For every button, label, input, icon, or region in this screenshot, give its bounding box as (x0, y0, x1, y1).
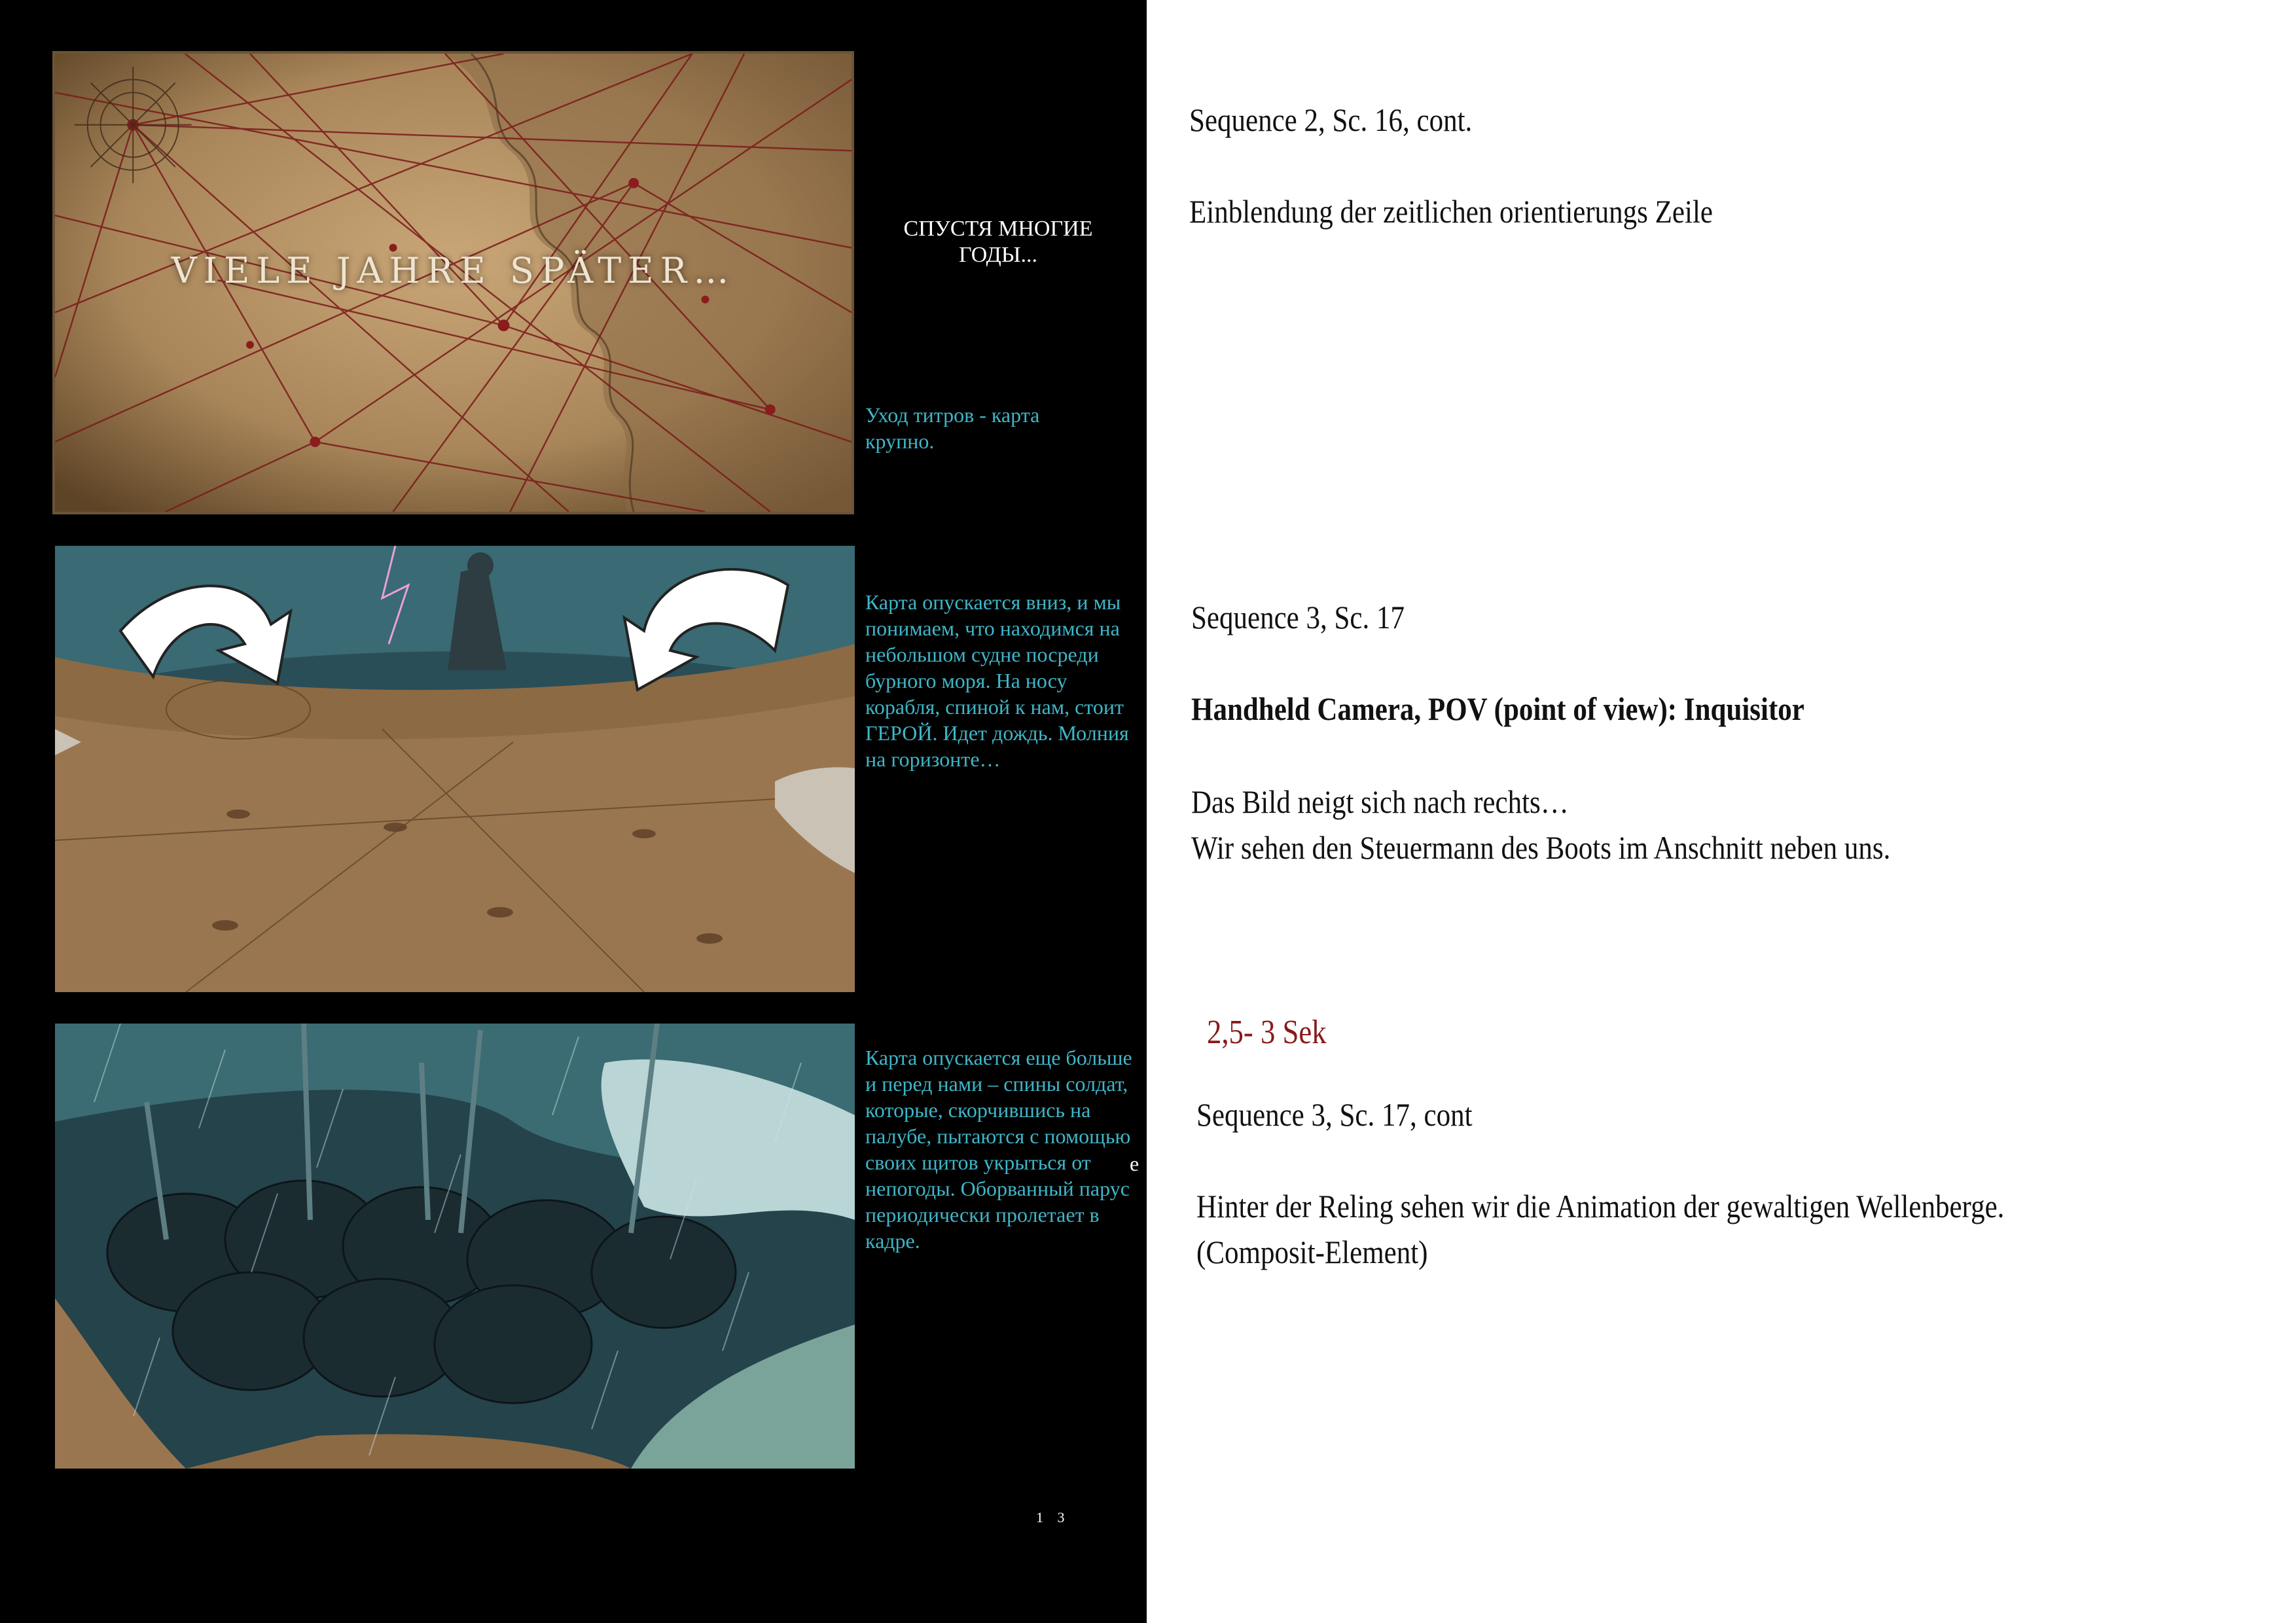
seq3-line2: Wir sehen den Steuermann des Boots im Anschnitt neben uns. (1191, 829, 1891, 866)
seq2-description: Einblendung der zeitlichen orientierungs Zeile (1189, 193, 1713, 230)
seq3-camera-note: Handheld Camera, POV (point of view): Inquisitor (1191, 690, 1804, 727)
panel3-note: Карта опускается еще больше и перед нами – спины солдат, которые, скорчившись на палубе, пытаются с помощью своих щитов укрыться от непогоды. Оборванный парус периодически пролетает в кадре. (865, 1046, 1132, 1253)
stray-character: e (1130, 1152, 1139, 1175)
seq3-cont-heading: Sequence 3, Sc. 17, cont (1196, 1096, 1473, 1133)
map-title-text: VIELE JAHRE SPÄTER… (171, 250, 736, 291)
seq3-cont-line2: (Composit-Element) (1196, 1234, 1428, 1270)
title-translation-note: СПУСТЯ МНОГИЕ ГОДЫ... (903, 217, 1093, 267)
deck-illustration (55, 546, 855, 992)
storyboard-left-page (0, 0, 1147, 1623)
panel1-note: Уход титров - карта крупно. (865, 403, 1040, 453)
seq2-heading: Sequence 2, Sc. 16, cont. (1189, 101, 1473, 138)
panel2-note: Карта опускается вниз, и мы понимаем, что находимся на небольшом судне посреди бурного моря. На носу корабля, спиной к нам, стоит ГЕРОЙ. Идет дождь. Молния на горизонте… (865, 590, 1129, 771)
seq3-line1: Das Bild neigt sich nach rechts… (1191, 783, 1569, 820)
page-number: 1 3 (1036, 1509, 1070, 1525)
storyboard-right-page (1147, 0, 2296, 1623)
map-panel (52, 51, 854, 514)
timing-label: 2,5- 3 Sek (1207, 1014, 1327, 1051)
seq3-cont-line1: Hinter der Reling sehen wir die Animation der gewaltigen Wellenberge. (1196, 1188, 2005, 1224)
soldiers-illustration (55, 1024, 855, 1469)
seq3-heading: Sequence 3, Sc. 17 (1191, 599, 1405, 635)
deck-panel (55, 546, 855, 992)
soldiers-panel (55, 1024, 855, 1469)
